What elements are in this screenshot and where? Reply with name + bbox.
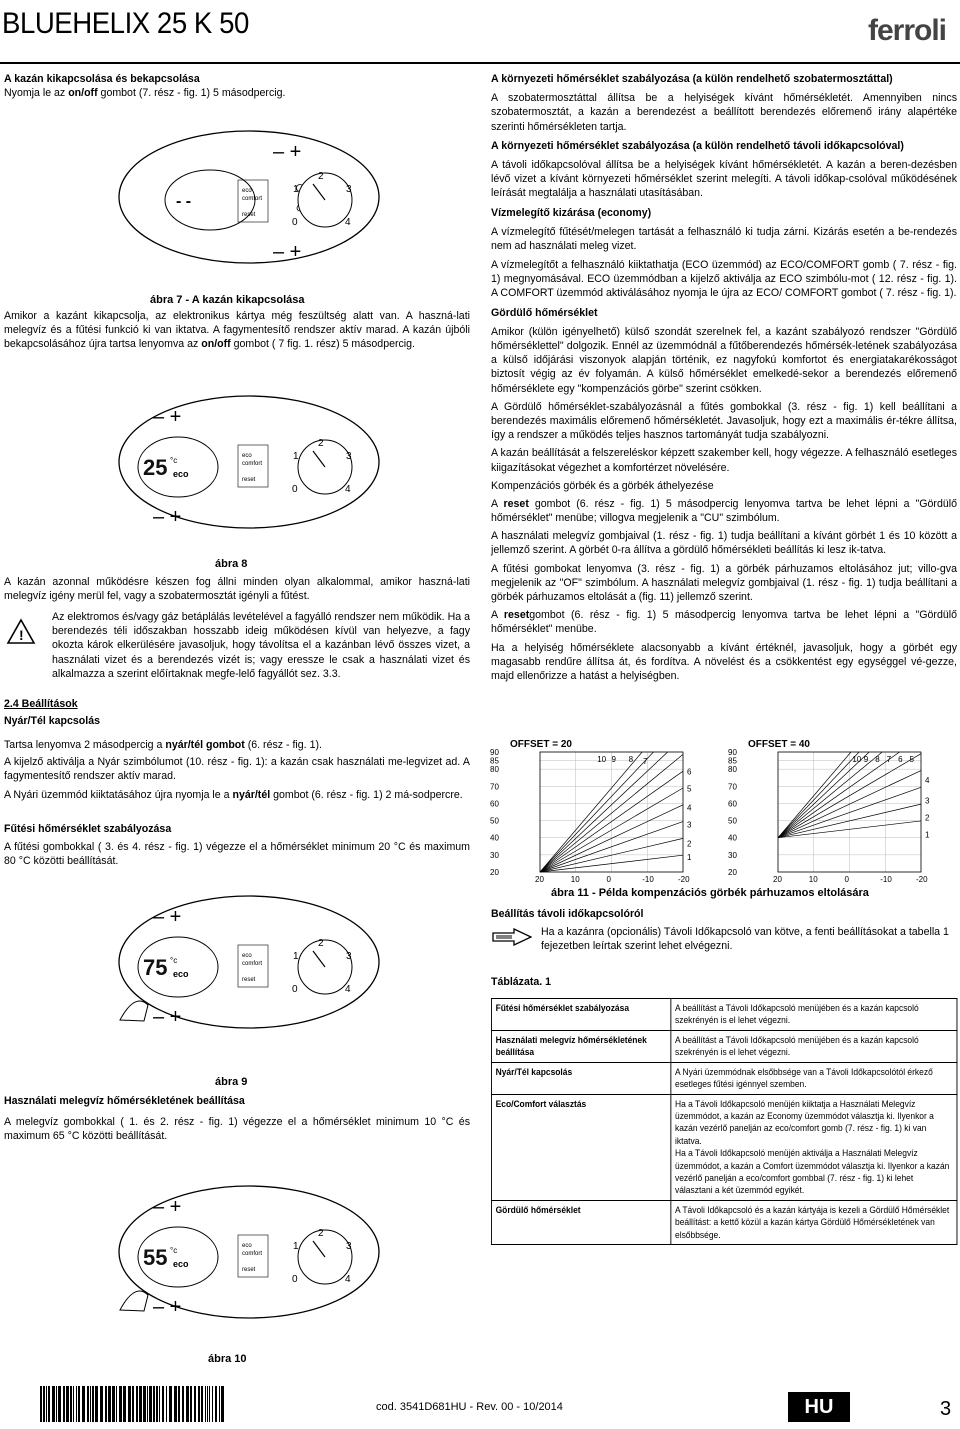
- svg-text:reset: reset: [242, 977, 256, 983]
- curve-label: 10: [597, 755, 607, 764]
- curve-label: 2: [925, 813, 930, 823]
- svg-text:2: 2: [318, 1228, 324, 1239]
- curve-label: 7: [886, 755, 892, 764]
- table-cell-setting: Gördülő hőmérséklet: [491, 1200, 670, 1244]
- paragraph: A fűtési gombokkal ( 3. és 4. rész - fig. 1) végezze el a hőmérséklet minimum 20 °C és maximum 80 °C közötti beállítását.: [4, 841, 470, 868]
- table-cell-setting: Használati melegvíz hőmérsékletének beállítása: [491, 1030, 670, 1062]
- barcode-bar: [105, 1386, 107, 1422]
- curve-label: 7: [642, 757, 648, 766]
- svg-text:– +: – +: [153, 906, 182, 928]
- figure-caption: ábra 8: [215, 558, 248, 570]
- svg-text:°c: °c: [170, 1246, 178, 1255]
- svg-text:°c: °c: [170, 456, 178, 465]
- svg-text:2: 2: [318, 938, 324, 949]
- svg-text:!: !: [19, 627, 24, 643]
- warning-icon: [6, 618, 36, 645]
- compensation-curve: [778, 752, 862, 838]
- control-panel-fig7: [118, 130, 380, 265]
- y-tick-label: 60: [728, 799, 737, 809]
- svg-text:1: 1: [293, 1241, 299, 1252]
- barcode-bar: [201, 1386, 203, 1422]
- curve-label: 8: [875, 755, 880, 764]
- barcode-bar: [209, 1386, 210, 1422]
- barcode-bar: [215, 1386, 217, 1422]
- paragraph: A Nyári üzemmód kiiktatásához újra nyomja le a nyár/tél gombot (6. rész - fig. 1) 2 má-sodpercre.: [4, 789, 463, 801]
- svg-text:– +: – +: [273, 241, 302, 263]
- barcode-bar: [212, 1386, 213, 1422]
- y-tick-label: 85: [728, 756, 737, 766]
- paragraph: A kazán azonnal működésre készen fog állni minden olyan alkalommal, amikor haszná-lati melegvíz igény merül fel, vagy a szobatermosztát igényli a fűtést.: [4, 576, 470, 603]
- curve-label: 4: [687, 803, 692, 813]
- curve-label: 1: [925, 830, 930, 840]
- svg-text:3: 3: [346, 1241, 352, 1252]
- paragraph: Ha a helyiség hőmérséklete alacsonyabb a kívánt értéknél, javasoljuk, hogy a görbét egy magasabb rendűre állítsa át, és fordítva. A növelést és a csökkentést egy egységgel vé-gezze, majd ellenőrizze a hatást a helyiségben.: [491, 641, 957, 682]
- y-tick-label: 90: [490, 748, 499, 757]
- table-cell-description: A Távoli Időkapcsoló és a kazán kártyája is kezeli a Gördülő Hőmérséklet beállítást: a kettő közül a kazán kártya Gördülő Hőmérsékletének van elsőbbsége.: [671, 1200, 957, 1244]
- x-tick-label: -20: [916, 875, 928, 884]
- section-title: A környezeti hőmérséklet szabályozása (a külön rendelhető szobatermosztáttal): [491, 73, 893, 85]
- y-tick-label: 70: [490, 782, 499, 792]
- barcode-bar: [136, 1386, 138, 1422]
- svg-text:0: 0: [292, 484, 298, 495]
- y-tick-label: 40: [728, 833, 737, 843]
- paragraph: A resetgombot (6. rész - fig. 1) 5 másodpercig lenyomva tartva be lehet lépni a "Gördülő hőmérséklet" menübe.: [491, 609, 957, 636]
- barcode-bar: [156, 1386, 158, 1422]
- figure-caption: ábra 10: [208, 1353, 247, 1365]
- curve-label: 8: [628, 755, 634, 764]
- x-tick-label: 20: [535, 875, 544, 884]
- barcode-bar: [147, 1386, 148, 1422]
- svg-text:75: 75: [143, 955, 168, 980]
- subsection-title: Használati melegvíz hőmérsékletének beállítása: [4, 1095, 245, 1107]
- table-cell-description: A beállítást a Távoli Időkapcsoló menüjében és a kazán kapcsoló szekrényén is el lehet végezni.: [671, 999, 957, 1031]
- barcode-bar: [82, 1386, 85, 1422]
- barcode-bar: [166, 1386, 167, 1422]
- settings-table-wrapper: [491, 998, 957, 1245]
- x-tick-label: 10: [570, 875, 580, 884]
- svg-text:1: 1: [293, 184, 299, 195]
- table-cell-description: A beállítást a Távoli Időkapcsoló menüjében és a kazán kapcsoló szekrényén is el lehet végezni.: [671, 1030, 957, 1062]
- barcode-bar: [63, 1386, 65, 1422]
- svg-text:0: 0: [292, 217, 298, 228]
- y-tick-label: 85: [490, 756, 499, 766]
- svg-text:eco: eco: [173, 969, 189, 979]
- y-tick-label: 50: [490, 816, 499, 826]
- table-cell-setting: Nyár/Tél kapcsolás: [491, 1062, 670, 1094]
- svg-text:25: 25: [143, 455, 168, 480]
- svg-text:– +: – +: [153, 1296, 182, 1318]
- x-tick-label: 20: [773, 875, 782, 884]
- barcode-bar: [123, 1386, 126, 1422]
- svg-text:comfort: comfort: [242, 461, 263, 467]
- barcode-bar: [76, 1386, 77, 1422]
- language-badge: HU: [788, 1392, 850, 1422]
- y-tick-label: 20: [728, 868, 737, 877]
- svg-text:eco: eco: [242, 453, 252, 459]
- curve-label: 6: [898, 755, 903, 764]
- curve-label: 2: [687, 839, 692, 849]
- barcode-bar: [190, 1386, 192, 1422]
- table-row: [491, 999, 957, 1031]
- barcode-bar: [219, 1386, 220, 1422]
- document-code: cod. 3541D681HU - Rev. 00 - 10/2014: [376, 1401, 563, 1413]
- svg-text:reset: reset: [242, 212, 256, 218]
- svg-text:– +: – +: [153, 506, 182, 528]
- curve-label: 3: [687, 820, 692, 830]
- svg-text:ferroli: ferroli: [868, 14, 947, 47]
- curve-label: 3: [925, 796, 930, 806]
- barcode-bar: [128, 1386, 131, 1422]
- paragraph: A vízmelegítő fűtését/melegen tartását a felhasználó ki tudja zárni. Kizárás esetén a be-rendezés nem ad használati meleg vizet.: [491, 225, 957, 252]
- x-tick-label: -20: [678, 875, 690, 884]
- paragraph: A távoli időkapcsolóval állítsa be a helyiségek kívánt hőmérsékletét. A kazán a beren-dezésben lévő vizet a kívánt környezeti hőmérséklet szerint melegíti. A távoli időkap-csolóval működésének leírását megtalálja a használati utasításában.: [491, 158, 957, 200]
- figure-caption: ábra 7 - A kazán kikapcsolása: [150, 294, 305, 306]
- barcode-bar: [48, 1386, 50, 1422]
- barcode-bar: [73, 1386, 74, 1422]
- barcode-bar: [207, 1386, 208, 1422]
- right-column: [491, 72, 957, 683]
- svg-text:3: 3: [346, 951, 352, 962]
- barcode-bar: [119, 1386, 122, 1422]
- barcode-bar: [159, 1386, 160, 1422]
- barcode-bar: [56, 1386, 57, 1422]
- section-title: A környezeti hőmérséklet szabályozása (a külön rendelhető távoli időkapcsolóval): [491, 139, 904, 152]
- control-panel-fig9: [118, 895, 380, 1030]
- barcode-bar: [169, 1386, 172, 1422]
- svg-text:1: 1: [293, 451, 299, 462]
- barcode-bar: [149, 1386, 152, 1422]
- curve-label: 4: [925, 775, 930, 785]
- paragraph: A kazán beállítását a felszereléskor képzett szakember kell, hogy végezze. A felhasználó esetleges kiigazításokat végezhet a komfortérzet növelésére.: [491, 447, 957, 474]
- barcode: [40, 1386, 224, 1422]
- page-number: 3: [940, 1398, 952, 1420]
- section-title: Vízmelegítő kizárása (economy): [491, 206, 652, 219]
- barcode-bar: [178, 1386, 180, 1422]
- warning-text: Az elektromos és/vagy gáz betáplálás levételével a fagyálló rendszer nem működik. Ha a berendezés téli időszakban hosszabb ideig működésen kívül van helyezve, a fagy okozta károk elkerülésére javasoljuk, hogy távolítsa el a kazánban lévő összes vizet, a használati vizet és a berendezés vizét is; vagy eressze le csak a használati vizet és alkalmazza a szerint előírtaknak megfe-lelő fagyállót sez. 3.3.: [52, 611, 470, 680]
- paragraph: A melegvíz gombokkal ( 1. és 2. rész - fig. 1) végezze el a hőmérséklet minimum 10 °C és maximum 65 °C közötti beállítását.: [4, 1116, 470, 1143]
- y-tick-label: 20: [490, 868, 499, 877]
- curve-label: 5: [687, 784, 692, 794]
- y-tick-label: 30: [728, 850, 737, 860]
- paragraph: A szobatermosztáttal állítsa be a helyiségek kívánt hőmérsékletét. Amennyiben nincs szobatermosztát, a kazán a berendezést a beállított berendezés előremenő irány alapértéke szerinti hőmérsékleten tartja.: [491, 92, 957, 133]
- barcode-bar: [205, 1386, 206, 1422]
- svg-text:4: 4: [345, 984, 351, 995]
- barcode-bar: [139, 1386, 142, 1422]
- barcode-bar: [87, 1386, 89, 1422]
- x-tick-label: 0: [606, 875, 611, 884]
- header-rule: [0, 62, 960, 64]
- compensation-curve: [778, 752, 900, 838]
- chart-title: OFFSET = 40: [748, 739, 810, 750]
- svg-text:comfort: comfort: [242, 1251, 263, 1257]
- y-tick-label: 90: [728, 748, 737, 757]
- svg-text:- -: - -: [176, 193, 192, 210]
- barcode-bar: [108, 1386, 111, 1422]
- table-title: Táblázata. 1: [491, 976, 552, 988]
- ferroli-logo: [866, 6, 958, 50]
- control-panel-fig8: [118, 395, 380, 530]
- table-cell-setting: Eco/Comfort választás: [491, 1094, 670, 1200]
- barcode-bar: [186, 1386, 189, 1422]
- paragraph: A vízmelegítőt a felhasználó kiiktathatja (ECO üzemmód) az ECO/COMFORT gomb ( 7. rész - fig. 1) megnyomásával. ECO üzemmódban a kijelző aktiválja az ECO szimbólu-mot ( 12. rész - fig. 1). A COMFORT üzemmód aktiválásához nyomja le újra az ECO/ COMFORT gombot ( 7. rész - fig. 1).: [491, 259, 957, 300]
- y-tick-label: 80: [728, 765, 737, 775]
- paragraph: Amikor a kazánt kikapcsolja, az elektronikus kártya még feszültség alatt van. A haszná-lati melegvíz és a fűtési funkció ki van iktatva. A fagymentesítő rendszer aktív marad. A kazán újbóli bekapcsolásához újra tartsa lenyomva az on/off gombot ( 7 fig. 1. rész) 5 másodpercig.: [4, 310, 470, 351]
- paragraph: Tartsa lenyomva 2 másodpercig a nyár/tél gombot (6. rész - fig. 1).: [4, 739, 322, 751]
- svg-text:55: 55: [143, 1245, 168, 1270]
- paragraph: Nyomja le az on/off gombot (7. rész - fig. 1) 5 másodpercig.: [4, 87, 286, 100]
- curve-label: 5: [909, 755, 915, 764]
- note-hand-icon: [492, 928, 532, 946]
- svg-text:reset: reset: [242, 1267, 256, 1273]
- section-number: 2.4 Beállítások: [4, 698, 78, 710]
- y-tick-label: 30: [490, 850, 499, 860]
- svg-text:0: 0: [292, 984, 298, 995]
- y-tick-label: 70: [728, 782, 737, 792]
- svg-text:4: 4: [345, 484, 351, 495]
- figure-caption: ábra 11 - Példa kompenzációs görbék párhuzamos eltolására: [551, 887, 869, 899]
- barcode-bar: [132, 1386, 134, 1422]
- table-row: [491, 1094, 957, 1200]
- subsection-title: Nyár/Tél kapcsolás: [4, 715, 100, 727]
- svg-text:eco: eco: [242, 953, 252, 959]
- subsection-title: Fűtési hőmérséklet szabályozása: [4, 823, 172, 835]
- section-title: Beállítás távoli időkapcsolóról: [491, 908, 644, 920]
- paragraph: A fűtési gombokat lenyomva (3. rész - fig. 1) a görbék párhuzamos eltolásához jut; villo-gva megjelenik az "OF" szimbólum. A használati melegvíz gombjaival (1. rész - fig. 1) tudja beállítani a görbék párhuzamos eltolását a (fig. 11) jellemző szerint.: [491, 562, 957, 603]
- curve-label: 9: [611, 755, 616, 764]
- svg-text:°c: °c: [170, 956, 178, 965]
- barcode-bar: [78, 1386, 80, 1422]
- paragraph: A reset gombot (6. rész - fig. 1) 5 másodpercig lenyomva tartva be lehet lépni a "Gördülő hőmérséklet" menübe; villogva megjelenik a "CU" szimbólum.: [491, 497, 957, 525]
- barcode-bar: [162, 1386, 164, 1422]
- y-tick-label: 80: [490, 765, 499, 775]
- barcode-bar: [90, 1386, 91, 1422]
- table-row: [491, 1030, 957, 1062]
- curve-label: 10: [852, 755, 862, 764]
- svg-text:2: 2: [318, 171, 324, 182]
- compensation-curve: [778, 752, 869, 838]
- settings-table: [491, 998, 957, 1245]
- y-tick-label: 40: [490, 833, 499, 843]
- barcode-bar: [112, 1386, 115, 1422]
- x-tick-label: -10: [642, 875, 654, 884]
- table-row: [491, 1062, 957, 1094]
- svg-text:0: 0: [292, 1274, 298, 1285]
- barcode-bar: [95, 1386, 98, 1422]
- svg-text:2: 2: [318, 438, 324, 449]
- svg-text:3: 3: [346, 451, 352, 462]
- svg-text:3: 3: [346, 184, 352, 195]
- table-cell-setting: Fűtési hőmérséklet szabályozása: [491, 999, 670, 1031]
- document-title: BLUEHELIX 25 K 50: [2, 7, 249, 40]
- figure-caption: ábra 9: [215, 1076, 248, 1088]
- paragraph: A kijelző aktiválja a Nyár szimbólumot (10. rész - fig. 1): a kazán csak használati me-legvizet ad. A fagymentesítő rendszer aktív marad.: [4, 756, 470, 783]
- svg-text:reset: reset: [242, 477, 256, 483]
- table-row: [491, 1200, 957, 1244]
- compensation-curve: [540, 752, 668, 872]
- heating-minus-plus: – +: [273, 141, 302, 163]
- curve-label: 6: [687, 767, 692, 777]
- x-tick-label: 10: [808, 875, 818, 884]
- chart-title: OFFSET = 20: [510, 739, 572, 750]
- paragraph: A Gördülő hőmérséklet-szabályozásnál a fűtés gombokkal (3. rész - fig. 1) kell beállítani a berendezés maximális előremenő hőmérsékletét. Javasoljuk, hogy ezt a maximális ér-tékre állítsa, így a rendszer a működés teljes hasznos tartományát tudja szabályozni.: [491, 400, 957, 442]
- svg-text:comfort: comfort: [242, 196, 263, 202]
- barcode-bar: [194, 1386, 196, 1422]
- svg-text:eco: eco: [173, 1259, 189, 1269]
- x-tick-label: 0: [844, 875, 849, 884]
- compensation-curves-chart: [488, 736, 956, 888]
- barcode-bar: [221, 1386, 224, 1422]
- svg-text:eco: eco: [173, 469, 189, 479]
- svg-text:4: 4: [345, 217, 351, 228]
- table-cell-description: Ha a Távoli Időkapcsoló menüjén kiiktatja a Használati Melegvíz üzemmódot, a kazán az Economy üzemmódot választja ki. Ilyenkor a kazán vezérlő panelján az eco/comfort gomb (7. rész - fig. 1) ki van iktatva. Ha a Távoli Időkapcsoló menüjén aktiválja a Használati Melegvíz üzemmódot, a kazán a Comfort üzemmódot választja ki. Ilyenkor a kazán vezérlő panelján a eco/comfort gombbal (7. rész - fig. 1) ki lehet választani a két üzemmód egyikét.: [671, 1094, 957, 1200]
- svg-text:1: 1: [293, 951, 299, 962]
- barcode-bar: [92, 1386, 94, 1422]
- svg-text:comfort: comfort: [242, 961, 263, 967]
- barcode-bar: [116, 1386, 117, 1422]
- barcode-bar: [198, 1386, 200, 1422]
- compensation-curve: [540, 752, 653, 872]
- curve-label: 9: [863, 755, 869, 764]
- svg-text:eco: eco: [242, 188, 252, 194]
- paragraph: A használati melegvíz gombjaival (1. rész - fig. 1) tudja beállítani a kívánt görbét 1 és 10 között a jellemző szerint. A görbét 0-ra állítva a gördülő hőmérsékleti beállítás ki lesz ik-tatva.: [491, 530, 957, 557]
- barcode-bar: [70, 1386, 72, 1422]
- section-title: A kazán kikapcsolása és bekapcsolása: [4, 73, 200, 85]
- barcode-bar: [52, 1386, 55, 1422]
- svg-text:– +: – +: [153, 1006, 182, 1028]
- y-tick-label: 60: [490, 799, 499, 809]
- paragraph: Ha a kazánra (opcionális) Távoli Időkapcsoló van kötve, a fenti beállításokat a tabella 1 fejezetben leírtak szerint lehet elvégezni.: [541, 926, 949, 953]
- control-panel-fig10: [118, 1185, 380, 1320]
- barcode-bar: [66, 1386, 69, 1422]
- barcode-bar: [46, 1386, 47, 1422]
- svg-text:– +: – +: [153, 1196, 182, 1218]
- svg-text:– +: – +: [153, 406, 182, 428]
- table-cell-description: A Nyári üzemmódnak elsőbbsége van a Távoli Időkapcsolótól érkező esetleges fűtési igénnyel szemben.: [671, 1062, 957, 1094]
- barcode-bar: [153, 1386, 155, 1422]
- compensation-curve: [778, 752, 882, 838]
- y-tick-label: 50: [728, 816, 737, 826]
- paragraph: Kompenzációs görbék és a görbék áthelyezése: [491, 479, 714, 492]
- barcode-bar: [40, 1386, 42, 1422]
- curve-label: 1: [687, 853, 692, 862]
- x-tick-label: -10: [880, 875, 892, 884]
- barcode-bar: [58, 1386, 61, 1422]
- paragraph: Amikor (külön igényelhető) külső szondát szerelnek fel, a kazánt szabályozó rendszer "Gördülő hőmérséklettel" dolgozik. Ennél az üzemmódnál a fűtőberendezés hőmérsék-letének szabályozása a külső időjárási viszonyok alapján történik, ez nagyfokú komfortot és energiatakarékosságot biztosít végig az év folyamán. A külső hőmérséklet emelkedé-sekor a berendezés előremenő hőmérséklete egy "kompenzációs görbe" szerint csökken.: [491, 325, 957, 395]
- svg-text:eco: eco: [242, 1243, 252, 1249]
- barcode-bar: [174, 1386, 177, 1422]
- section-title: Gördülő hőmérséklet: [491, 306, 598, 319]
- barcode-bar: [100, 1386, 103, 1422]
- barcode-bar: [43, 1386, 45, 1422]
- barcode-bar: [143, 1386, 146, 1422]
- left-column: [4, 72, 470, 100]
- barcode-bar: [182, 1386, 184, 1422]
- svg-text:4: 4: [345, 1274, 351, 1285]
